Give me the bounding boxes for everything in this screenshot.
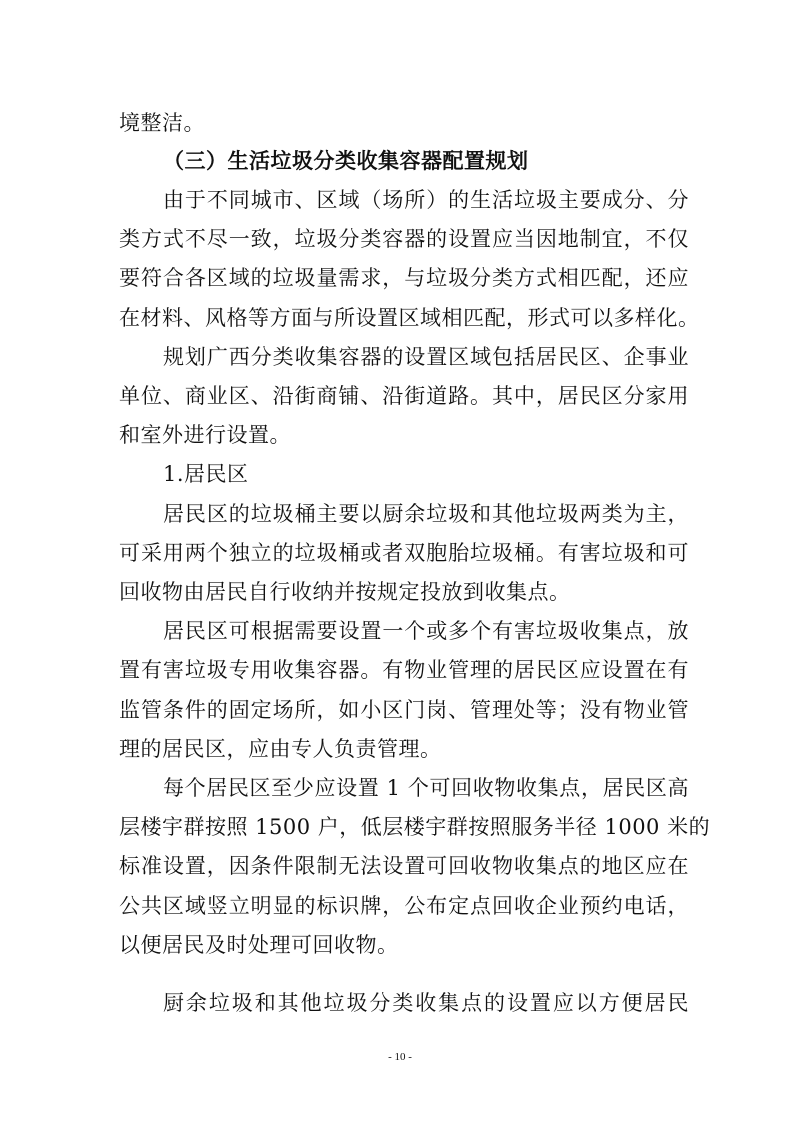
text-line: 在材料、风格等方面与所设置区域相匹配，形式可以多样化。	[119, 306, 700, 330]
text-line: 和室外进行设置。	[119, 423, 291, 447]
text-line: 要符合各区域的垃圾量需求，与垃圾分类方式相匹配，还应	[119, 266, 689, 290]
subsection-heading: 1.居民区	[163, 462, 249, 486]
text-line: 监管条件的固定场所，如小区门岗、管理处等；没有物业管	[119, 698, 689, 722]
text-line: 以便居民及时处理可回收物。	[119, 933, 399, 957]
text-line: 理的居民区，应由专人负责管理。	[119, 737, 442, 761]
text-line: 居民区的垃圾桶主要以厨余垃圾和其他垃圾两类为主，	[163, 502, 689, 526]
text-line: 公共区域竖立明显的标识牌，公布定点回收企业预约电话，	[119, 894, 689, 918]
text-line: 可采用两个独立的垃圾桶或者双胞胎垃圾桶。有害垃圾和可	[119, 541, 689, 565]
text-line: 厨余垃圾和其他垃圾分类收集点的设置应以方便居民	[163, 991, 689, 1015]
text-line: 单位、商业区、沿街商铺、沿街道路。其中，居民区分家用	[119, 384, 689, 408]
text-line: 回收物由居民自行收纳并按规定投放到收集点。	[119, 580, 571, 604]
text-line: 规划广西分类收集容器的设置区域包括居民区、企事业	[163, 345, 689, 369]
text-line: 由于不同城市、区域（场所）的生活垃圾主要成分、分	[163, 188, 689, 212]
text-line: 置有害垃圾专用收集容器。有物业管理的居民区应设置在有	[119, 658, 689, 682]
section-heading: （三）生活垃圾分类收集容器配置规划	[163, 148, 529, 173]
text-line: 居民区可根据需要设置一个或多个有害垃圾收集点，放	[163, 619, 689, 643]
text-line: 每个居民区至少应设置 1 个可回收物收集点，居民区高	[163, 776, 689, 800]
page-number: - 10 -	[388, 1051, 412, 1063]
text-line: 境整洁。	[119, 111, 205, 135]
text-line: 类方式不尽一致，垃圾分类容器的设置应当因地制宜，不仅	[119, 227, 689, 251]
text-line: 层楼宇群按照 1500 户，低层楼宇群按照服务半径 1000 米的	[119, 815, 711, 839]
text-line: 标准设置，因条件限制无法设置可回收物收集点的地区应在	[119, 854, 689, 878]
